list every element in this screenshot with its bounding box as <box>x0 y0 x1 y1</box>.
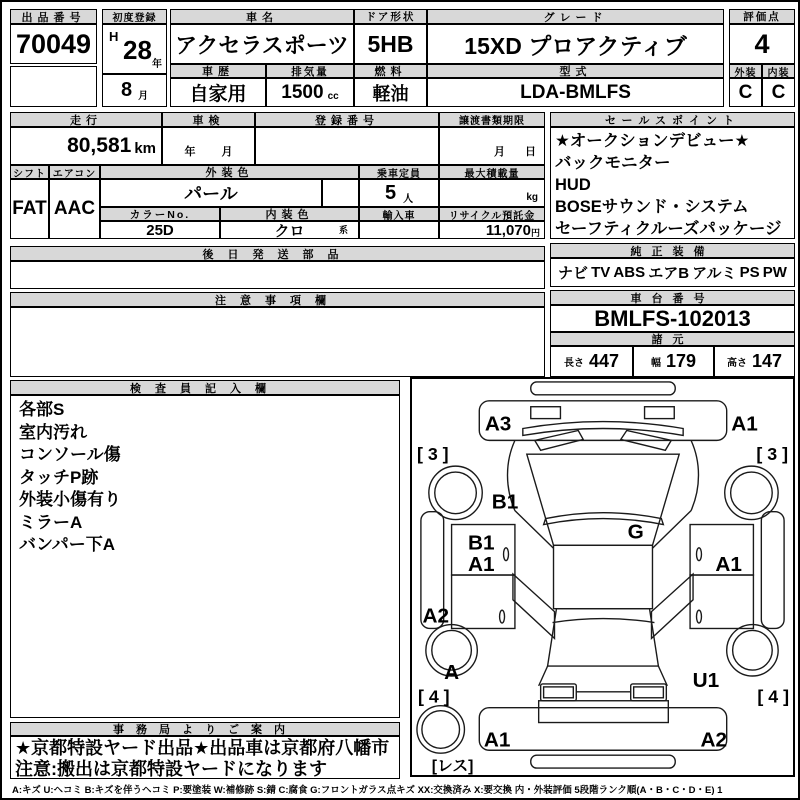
rear-bumper-strip <box>531 755 675 768</box>
equipment-item: アルミ <box>692 265 737 282</box>
model-code-header: 型式 <box>427 64 724 78</box>
recycle-deposit-header: リサイクル預託金 <box>439 207 545 221</box>
exterior-color-empty-cell <box>322 179 359 207</box>
inspector-note-line: 室内汚れ <box>19 422 87 442</box>
history-value: 自家用 <box>170 78 266 107</box>
shaken-year-unit: 年 <box>184 146 196 158</box>
aircon-header: エアコン <box>49 165 100 179</box>
equipment-item: PS <box>739 264 760 281</box>
notes-header: 注意事項欄 <box>10 292 545 307</box>
rear-panel <box>479 708 726 751</box>
a-pillar-right <box>652 511 691 549</box>
fuel-header: 燃料 <box>354 64 427 78</box>
recycle-unit: 円 <box>530 227 540 238</box>
wheel-front-left <box>429 466 482 519</box>
registration-number-value <box>255 127 439 165</box>
width-value: 179 <box>665 351 697 371</box>
mark-glass: G <box>627 520 644 544</box>
equipment-header: 純正装備 <box>550 243 795 258</box>
inspector-notes-body <box>10 395 400 718</box>
registration-number-header: 登録番号 <box>255 112 439 127</box>
mark-tire-rear-right: [ 4 ] <box>757 686 790 707</box>
color-no-value: 25D <box>100 221 220 239</box>
shaken-header: 車検 <box>162 112 255 127</box>
interior-grade-header: 内装 <box>762 64 795 78</box>
spare-tire <box>417 706 465 754</box>
mark-front-left: A3 <box>484 412 512 436</box>
equipment-item: エアB <box>648 265 690 282</box>
shift-value: FAT <box>10 179 49 239</box>
inspector-note-line: コンソール傷 <box>19 445 121 464</box>
import-header: 輸入車 <box>359 207 439 221</box>
mark-door-left-1: B1 <box>468 531 495 555</box>
interior-grade-value: C <box>762 78 795 107</box>
headlight-right <box>645 407 675 419</box>
inspector-notes-header: 検査員記入欄 <box>10 380 400 395</box>
c-pillar-right <box>651 574 693 638</box>
shift-header: シフト <box>10 165 49 179</box>
recycle-deposit-value <box>439 221 545 239</box>
equipment-body <box>550 258 795 287</box>
mark-door-left-2: A1 <box>468 553 495 577</box>
spare-tire-inner <box>422 711 460 749</box>
sales-point-body <box>550 127 795 239</box>
import-value <box>359 221 439 239</box>
taillight-right-inner <box>634 687 664 698</box>
inspector-note-line: タッチP跡 <box>19 467 99 487</box>
mark-front-right: A1 <box>731 412 758 436</box>
inspector-note-line: ミラーA <box>19 512 83 532</box>
history-header: 車歴 <box>170 64 266 78</box>
mark-rocker-left: A2 <box>422 604 450 628</box>
mark-tire-front-left: [ 3 ] <box>416 444 449 465</box>
front-bumper-strip <box>531 382 675 395</box>
equipment-item: TV <box>591 264 611 281</box>
car-name-header: 車名 <box>170 9 354 24</box>
first-registration-year: 28 <box>123 34 152 65</box>
score-header: 評価点 <box>729 9 795 24</box>
year-unit: 年 <box>152 59 162 70</box>
door-handle <box>697 548 702 561</box>
month-unit: 月 <box>138 91 149 102</box>
mileage-value <box>10 127 162 165</box>
mark-wheel-rear-right: U1 <box>692 668 720 692</box>
recycle-number: 11,070 <box>485 221 531 239</box>
damage-code-legend: A:キズ U:ヘコミ B:キズを伴うヘコミ P:要塗装 W:補修跡 S:錆 C:腐食 G:フロントガラス点キズ XX:交換済み X:要交換 内・外装評価 5段階ランク順(A・B・C・D・E) 1 <box>12 785 723 796</box>
car-name-value: アクセラスポーツ <box>170 24 354 64</box>
lot-number-header: 出品番号 <box>10 9 97 24</box>
chassis-number-value: BMLFS-102013 <box>550 305 795 332</box>
height-value: 147 <box>751 351 783 371</box>
door-shape-value: 5HB <box>354 24 427 64</box>
taillight-left-inner <box>544 687 574 698</box>
mark-rear-left: A1 <box>483 728 511 752</box>
exterior-color-header: 外装色 <box>100 165 359 179</box>
rear-window <box>548 609 659 666</box>
later-parts-header: 後日発送部品 <box>10 246 545 261</box>
mileage-number: 80,581 <box>67 134 132 157</box>
sales-point-line: バックモニター <box>555 154 671 172</box>
wheel-front-right-inner <box>731 472 773 514</box>
interior-color-name: クロ <box>274 222 305 240</box>
windshield <box>527 454 679 545</box>
equipment-item: ナビ <box>558 265 589 282</box>
inspector-note-line: 外装小傷有り <box>19 490 121 509</box>
cowl-band <box>523 422 683 436</box>
rear-door-right <box>690 575 753 628</box>
mileage-header: 走行 <box>10 112 162 127</box>
equipment-item: PW <box>762 264 787 281</box>
office-announcement-line: ★京都特設ヤード出品★出品車は京都府八幡市 <box>15 738 390 758</box>
first-registration-year-cell <box>102 24 167 74</box>
dimension-length-cell <box>550 346 633 377</box>
interior-color-suffix: 系 <box>338 225 348 235</box>
rear-window-band <box>553 619 655 623</box>
door-shape-header: ドア形状 <box>354 9 427 24</box>
sales-point-line: HUD <box>555 176 591 194</box>
lot-number-value: 70049 <box>10 24 97 64</box>
shaken-month-unit: 月 <box>221 146 233 158</box>
mark-spare: [レス] <box>431 758 474 775</box>
mark-wheel-rear-left: A <box>444 660 460 684</box>
equipment-item: ABS <box>613 264 646 281</box>
capacity-header: 乗車定員 <box>359 165 439 179</box>
transfer-month-unit: 月 <box>494 146 505 158</box>
color-no-header: カラーNo. <box>100 207 220 221</box>
capacity-number: 5 <box>384 181 397 204</box>
first-registration-header: 初度登録 <box>102 9 167 24</box>
mark-door-right: A1 <box>715 553 742 577</box>
fuel-value: 軽油 <box>354 78 427 107</box>
chassis-number-header: 車台番号 <box>550 290 795 305</box>
a-pillar-left <box>515 511 554 549</box>
length-value: 447 <box>588 351 620 371</box>
displacement-header: 排気量 <box>266 64 354 78</box>
mileage-unit: km <box>134 140 156 157</box>
transfer-deadline-header: 譲渡書類期限 <box>439 112 545 127</box>
windshield-lower-band <box>544 513 664 525</box>
headlight-left <box>531 407 561 419</box>
model-code-value: LDA-BMLFS <box>427 78 724 107</box>
payload-value <box>439 179 545 207</box>
office-announcement-line: 注意:搬出は京都特設ヤードになります <box>15 759 327 779</box>
width-label: 幅 <box>650 358 661 369</box>
door-handle <box>504 548 509 561</box>
sales-point-line: ★オークションデビュー★ <box>555 132 750 150</box>
transfer-deadline-value <box>439 127 545 165</box>
inspector-note-line: 各部S <box>19 400 65 419</box>
rocker-panel-right <box>761 512 784 629</box>
displacement-unit: cc <box>327 91 339 102</box>
lot-number-empty-cell <box>10 66 97 107</box>
displacement-number: 1500 <box>281 81 324 103</box>
score-value: 4 <box>729 24 795 64</box>
mark-rear-right: A2 <box>700 728 728 752</box>
length-label: 長さ <box>563 358 584 369</box>
payload-unit: kg <box>526 192 538 203</box>
front-fender-right <box>691 440 698 510</box>
dimension-width-cell <box>633 346 714 377</box>
office-announcement-header: 事務局よりご案内 <box>10 722 400 736</box>
sales-point-line: BOSEサウンド・システム <box>555 198 749 216</box>
interior-color-value <box>220 221 359 239</box>
exterior-grade-header: 外装 <box>729 64 762 78</box>
inspector-note-line: バンパー下A <box>19 535 116 554</box>
first-registration-month-cell <box>102 74 167 107</box>
rear-door-left <box>452 575 515 628</box>
notes-body <box>10 307 545 377</box>
mark-tire-rear-left: [ 4 ] <box>417 686 450 707</box>
sales-point-header: セールスポイント <box>550 112 795 127</box>
capacity-unit: 人 <box>403 194 414 205</box>
c-pillar-left <box>513 574 555 638</box>
payload-header: 最大積載量 <box>439 165 545 179</box>
hatch-lower <box>539 701 669 723</box>
displacement-value <box>266 78 354 107</box>
hatch-side-right <box>658 666 667 686</box>
roof <box>554 545 653 608</box>
mark-tire-front-right: [ 3 ] <box>756 444 789 465</box>
interior-color-header: 内装色 <box>220 207 359 221</box>
grade-header: グレード <box>427 9 724 24</box>
office-announcement-body <box>10 736 400 779</box>
wheel-rear-right <box>727 625 778 676</box>
height-label: 高さ <box>726 358 747 369</box>
dimensions-header: 諸元 <box>550 332 795 346</box>
transfer-day-unit: 日 <box>525 146 536 158</box>
grade-value: 15XD プロアクティブ <box>427 24 724 64</box>
door-handle <box>500 610 505 623</box>
exterior-color-value: パール <box>100 179 322 207</box>
sales-point-line: セーフティクルーズパッケージ <box>555 220 782 238</box>
shaken-value <box>162 127 255 165</box>
wheel-front-right <box>725 466 778 519</box>
front-panel <box>479 401 726 441</box>
car-top-view-diagram <box>412 379 793 775</box>
damage-diagram-box <box>410 377 795 777</box>
aircon-value: AAC <box>49 179 100 239</box>
first-registration-month: 8 <box>120 79 133 101</box>
era-mark: H <box>109 29 119 44</box>
mark-fender-left: B1 <box>491 490 519 514</box>
later-parts-body <box>10 261 545 289</box>
capacity-value <box>359 179 439 207</box>
wheel-rear-right-inner <box>733 630 773 670</box>
exterior-grade-value: C <box>729 78 762 107</box>
dimension-height-cell <box>714 346 795 377</box>
wheel-front-left-inner <box>435 472 477 514</box>
hatch-side-left <box>539 666 548 686</box>
door-handle <box>697 610 702 623</box>
